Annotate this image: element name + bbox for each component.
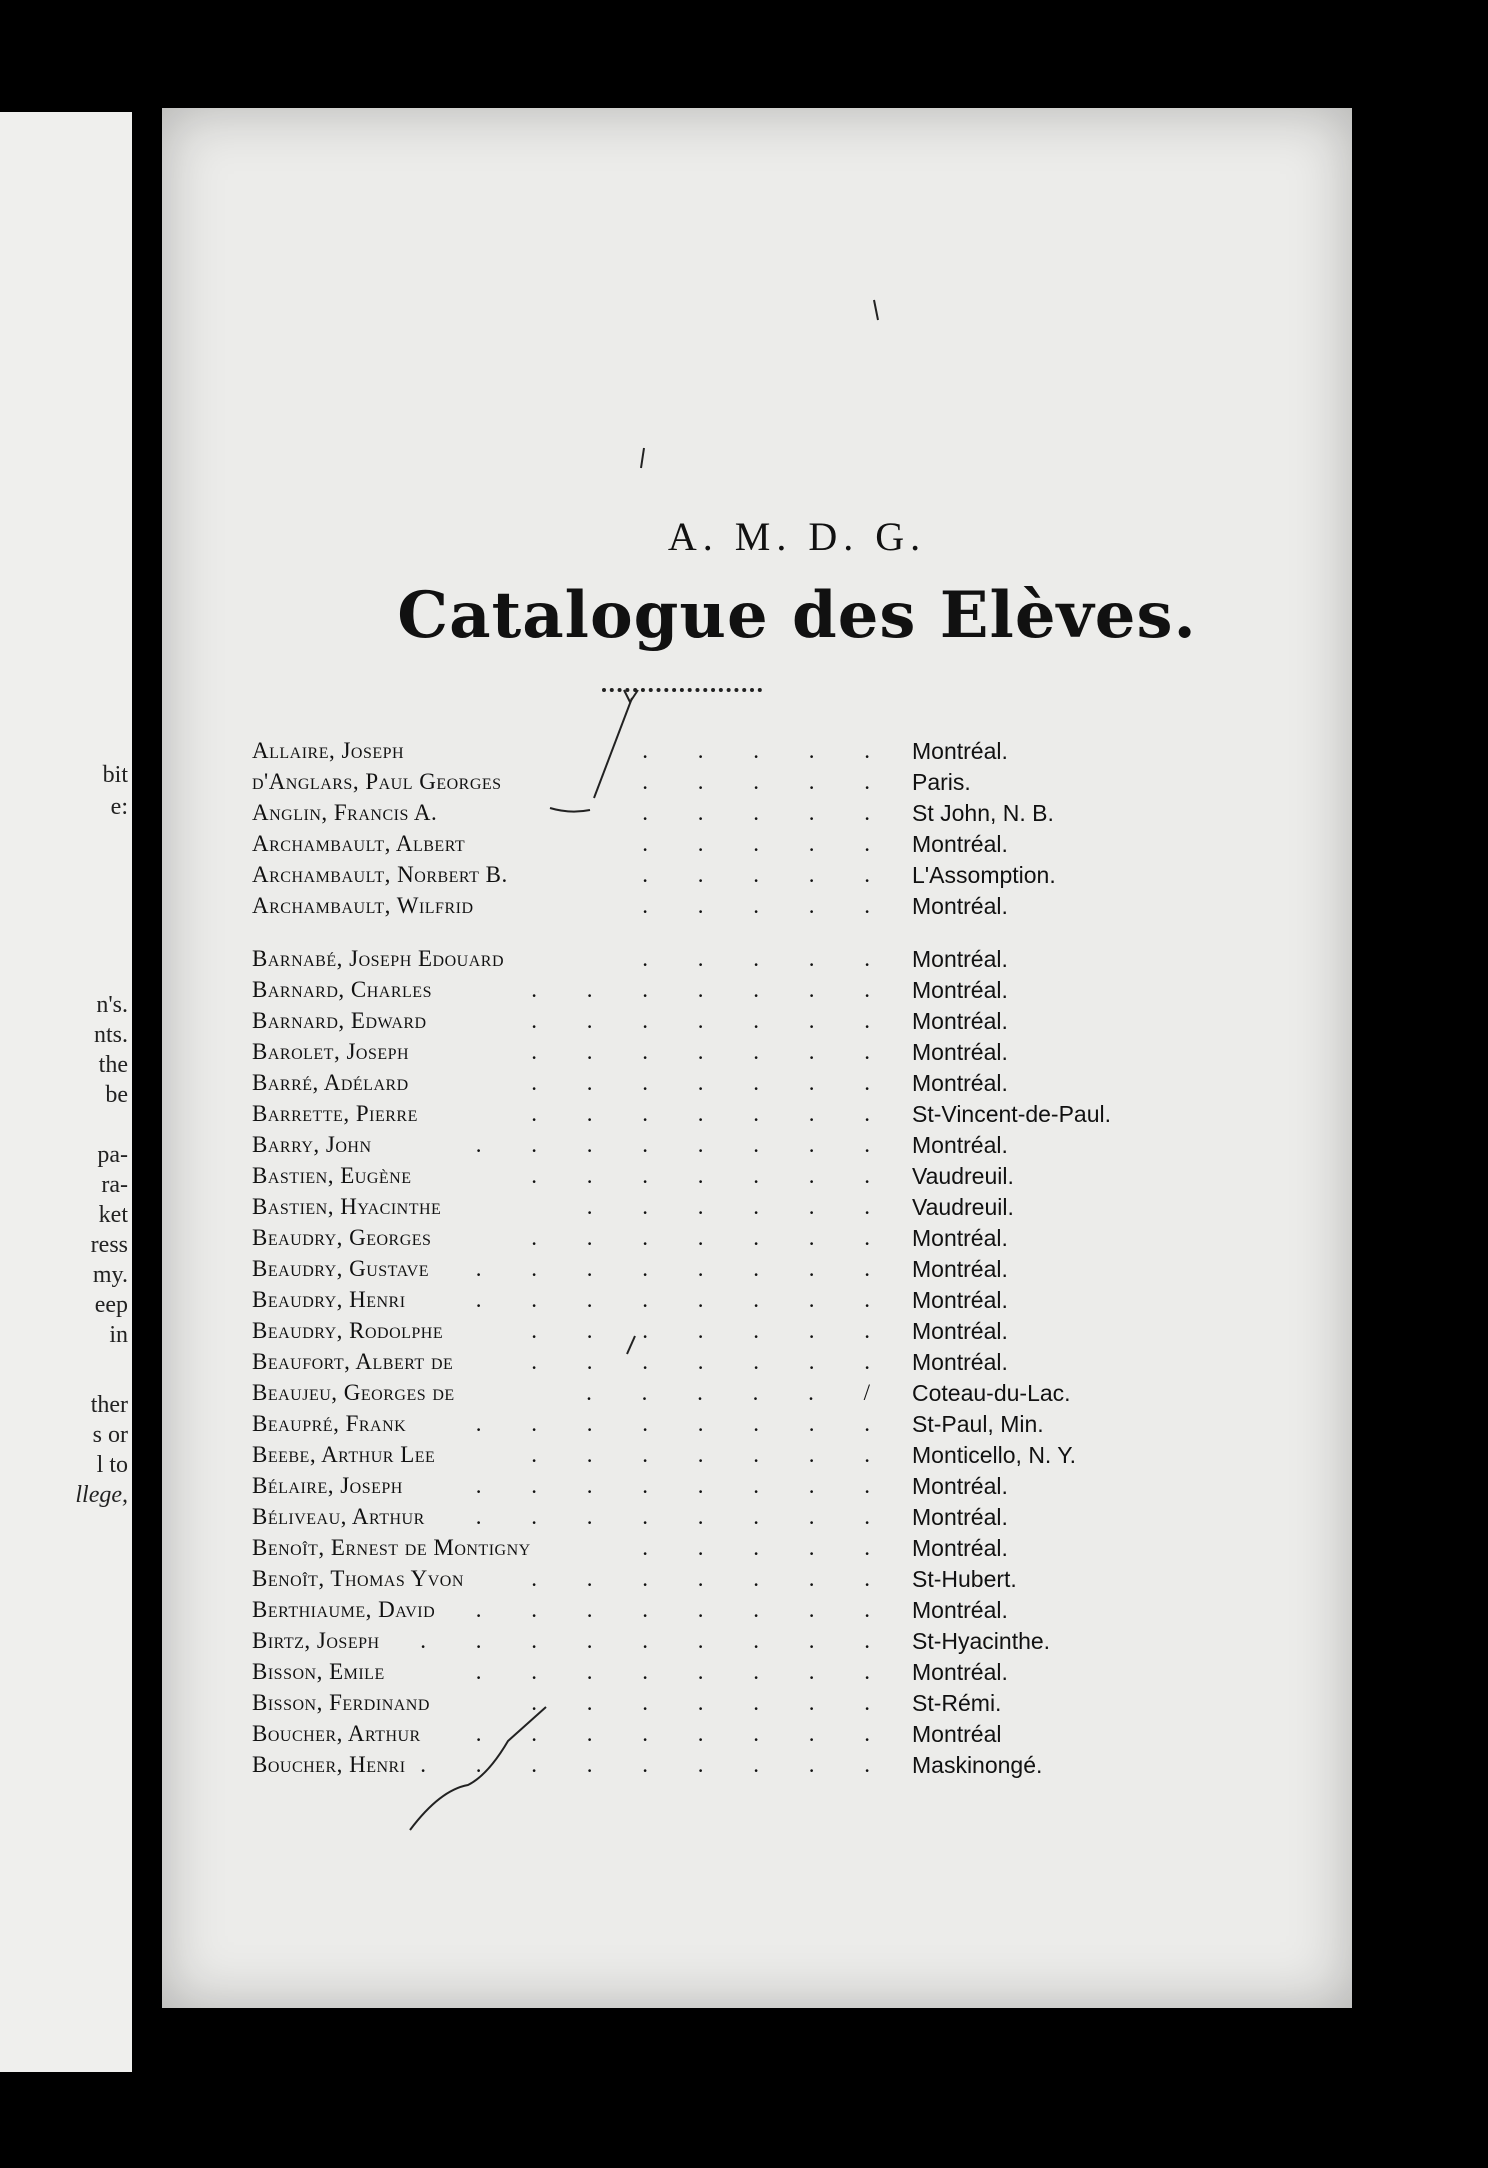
student-place: St-Paul, Min.	[912, 1411, 1044, 1437]
facing-page-text: be	[105, 1082, 128, 1108]
facing-page-text: nts.	[93, 1022, 128, 1048]
list-item	[252, 1473, 1232, 1504]
leader-dots: . . . . . . . .	[475, 1721, 892, 1746]
student-name: Beaudry, Gustave	[252, 1256, 429, 1281]
student-name: Barré, Adélard	[252, 1070, 409, 1095]
list-item	[252, 1535, 1232, 1566]
student-place: Vaudreuil.	[912, 1194, 1014, 1220]
leader-dots: . . . . .	[642, 1535, 892, 1560]
student-place: Montréal	[912, 1721, 1002, 1747]
student-place: Paris.	[912, 769, 971, 795]
student-place: Montréal.	[912, 1256, 1008, 1282]
list-item	[252, 977, 1232, 1008]
leader-dots: . . . . . . .	[531, 977, 892, 1002]
student-place: St-Hubert.	[912, 1566, 1017, 1592]
student-place: Coteau-du-Lac.	[912, 1380, 1071, 1406]
facing-page-text: llege,	[75, 1482, 128, 1508]
student-name: Bastien, Eugène	[252, 1163, 412, 1188]
leader-dots: . . . . .	[642, 769, 892, 794]
amdg-heading: A. M. D. G.	[667, 514, 927, 559]
facing-page-text: the	[98, 1052, 128, 1078]
list-item	[252, 1380, 1232, 1411]
facing-page-text: my.	[92, 1262, 128, 1288]
list-item	[252, 893, 1232, 924]
leader-dots: . . . . . . .	[531, 1442, 892, 1467]
student-name: Beaudry, Henri	[252, 1287, 406, 1312]
student-place: L'Assomption.	[912, 862, 1056, 888]
student-name: Beaufort, Albert de	[252, 1349, 454, 1374]
student-place: St-Rémi.	[912, 1690, 1002, 1716]
student-name: Benoît, Ernest de Montigny	[252, 1535, 531, 1560]
title-ornament	[602, 688, 762, 698]
student-name: Archambault, Albert	[252, 831, 466, 856]
list-item	[252, 1442, 1232, 1473]
student-place: St-Vincent-de-Paul.	[912, 1101, 1112, 1127]
book-gutter	[132, 112, 162, 2072]
leader-dots: . . . . . . . .	[475, 1597, 892, 1622]
list-item	[252, 1659, 1232, 1690]
student-place: Montréal.	[912, 893, 1008, 919]
student-place: Vaudreuil.	[912, 1163, 1014, 1189]
list-item	[252, 1566, 1232, 1597]
list-item	[252, 862, 1232, 893]
leader-dots: . . . . . . .	[531, 1070, 892, 1095]
list-item	[252, 831, 1232, 862]
list-item	[252, 1039, 1232, 1070]
list-item	[252, 1318, 1232, 1349]
leader-dots: . . . . . . .	[531, 1349, 892, 1374]
student-name: Archambault, Norbert B.	[252, 862, 508, 887]
list-item	[252, 1721, 1232, 1752]
student-place: Montréal.	[912, 1008, 1008, 1034]
leader-dots: . . . . . . . .	[475, 1504, 892, 1529]
student-name: Barry, John	[252, 1132, 372, 1157]
student-place: Montréal.	[912, 1504, 1008, 1530]
student-name: Barnard, Edward	[252, 1008, 427, 1033]
student-name: Boucher, Henri	[252, 1752, 406, 1777]
student-place: Monticello, N. Y.	[912, 1442, 1077, 1468]
student-place: Montréal.	[912, 1070, 1008, 1096]
student-name: Barnabé, Joseph Edouard	[252, 946, 504, 971]
student-name: Barnard, Charles	[252, 977, 432, 1002]
leader-dots: . . . . .	[642, 800, 892, 825]
student-name: Béliveau, Arthur	[252, 1504, 425, 1529]
list-item	[252, 1411, 1232, 1442]
student-place: Montréal.	[912, 1287, 1008, 1313]
facing-page-fragment	[0, 112, 132, 2072]
leader-dots: . . . . . . .	[531, 1690, 892, 1715]
student-place: Montréal.	[912, 1318, 1008, 1344]
list-item	[252, 769, 1232, 800]
student-place: Montréal.	[912, 977, 1008, 1003]
leader-dots: . . . . .	[642, 738, 892, 763]
student-name: Bastien, Hyacinthe	[252, 1194, 442, 1219]
student-name: Benoît, Thomas Yvon	[252, 1566, 464, 1591]
student-name: Beaujeu, Georges de	[252, 1380, 455, 1405]
leader-dots: . . . . . . . .	[475, 1132, 892, 1157]
student-name: Berthiaume, David	[252, 1597, 436, 1622]
list-item	[252, 1597, 1232, 1628]
list-item	[252, 1132, 1232, 1163]
student-name: Birtz, Joseph	[252, 1628, 380, 1653]
student-name: Beaupré, Frank	[252, 1411, 407, 1436]
facing-page-text: l to	[96, 1452, 128, 1478]
facing-page-text: in	[109, 1322, 128, 1348]
list-item	[252, 1349, 1232, 1380]
facing-page-text: e:	[110, 794, 128, 820]
student-place: St-Hyacinthe.	[912, 1628, 1051, 1654]
list-item	[252, 1752, 1232, 1783]
student-name: Bisson, Ferdinand	[252, 1690, 430, 1715]
student-name: Archambault, Wilfrid	[252, 893, 474, 918]
student-place: Montréal.	[912, 1535, 1008, 1561]
list-item	[252, 1504, 1232, 1535]
student-name: Boucher, Arthur	[252, 1721, 421, 1746]
list-item	[252, 1070, 1232, 1101]
leader-dots: . . . . . . .	[531, 1008, 892, 1033]
facing-page-text: ra-	[101, 1172, 128, 1198]
list-item	[252, 1287, 1232, 1318]
leader-dots: . . . . . . .	[531, 1225, 892, 1250]
student-place: Montréal.	[912, 1349, 1008, 1375]
list-item	[252, 1225, 1232, 1256]
facing-page-text: ress	[90, 1232, 128, 1258]
student-name: Allaire, Joseph	[252, 738, 405, 763]
leader-dots: . . . . . . .	[531, 1163, 892, 1188]
leader-dots: . . . . . . . .	[475, 1411, 892, 1436]
list-item	[252, 1194, 1232, 1225]
student-place: Montréal.	[912, 1473, 1008, 1499]
student-name: Bélaire, Joseph	[252, 1473, 403, 1498]
leader-dots: . . . . . . . .	[475, 1287, 892, 1312]
student-name: Beaudry, Georges	[252, 1225, 432, 1250]
student-place: Montréal.	[912, 831, 1008, 857]
student-place: Maskinongé.	[912, 1752, 1043, 1778]
leader-dots: . . . . .	[642, 946, 892, 971]
facing-page-text: ket	[98, 1202, 128, 1228]
student-name: Barrette, Pierre	[252, 1101, 418, 1126]
facing-page-text: bit	[102, 762, 128, 788]
student-place: Montréal.	[912, 738, 1008, 764]
leader-dots: . . . . .	[642, 893, 892, 918]
leader-dots: . . . . . . .	[531, 1566, 892, 1591]
leader-dots: . . . . . . .	[531, 1318, 892, 1343]
leader-dots: . . . . . /	[586, 1380, 892, 1405]
student-name: d'Anglars, Paul Georges	[252, 769, 502, 794]
leader-dots: . . . . . . . .	[475, 1256, 892, 1281]
list-item	[252, 1101, 1232, 1132]
list-item	[252, 1690, 1232, 1721]
catalogue-page	[162, 108, 1352, 2008]
student-place: Montréal.	[912, 1132, 1008, 1158]
student-name: Bisson, Emile	[252, 1659, 385, 1684]
student-list	[252, 738, 1232, 1783]
leader-dots: . . . . . . . .	[475, 1659, 892, 1684]
student-place: Montréal.	[912, 1597, 1008, 1623]
leader-dots: . . . . . . . .	[475, 1473, 892, 1498]
student-place: Montréal.	[912, 1225, 1008, 1251]
leader-dots: . . . . . .	[586, 1194, 892, 1219]
page-title: Catalogue des Elèves.	[397, 578, 1197, 653]
list-item	[252, 946, 1232, 977]
student-place: Montréal.	[912, 1659, 1008, 1685]
leader-dots: . . . . . . .	[531, 1101, 892, 1126]
facing-page-text: s or	[92, 1422, 128, 1448]
student-place: St John, N. B.	[912, 800, 1054, 826]
student-name: Beaudry, Rodolphe	[252, 1318, 444, 1343]
list-item	[252, 800, 1232, 831]
student-name: Barolet, Joseph	[252, 1039, 410, 1064]
leader-dots: . . . . .	[642, 831, 892, 856]
leader-dots: . . . . . . . . .	[420, 1628, 892, 1653]
list-item	[252, 1163, 1232, 1194]
list-item	[252, 1628, 1232, 1659]
facing-page-text: n's.	[96, 992, 128, 1018]
leader-dots: . . . . .	[642, 862, 892, 887]
student-place: Montréal.	[912, 946, 1008, 972]
list-item	[252, 1008, 1232, 1039]
facing-page-text: ther	[90, 1392, 128, 1418]
list-item	[252, 738, 1232, 769]
facing-page-text: eep	[94, 1292, 128, 1318]
facing-page-text: pa-	[97, 1142, 128, 1168]
student-place: Montréal.	[912, 1039, 1008, 1065]
leader-dots: . . . . . . .	[531, 1039, 892, 1064]
list-item	[252, 1256, 1232, 1287]
leader-dots: . . . . . . . . .	[420, 1752, 892, 1777]
student-name: Beebe, Arthur Lee	[252, 1442, 436, 1467]
student-name: Anglin, Francis A.	[252, 800, 438, 825]
